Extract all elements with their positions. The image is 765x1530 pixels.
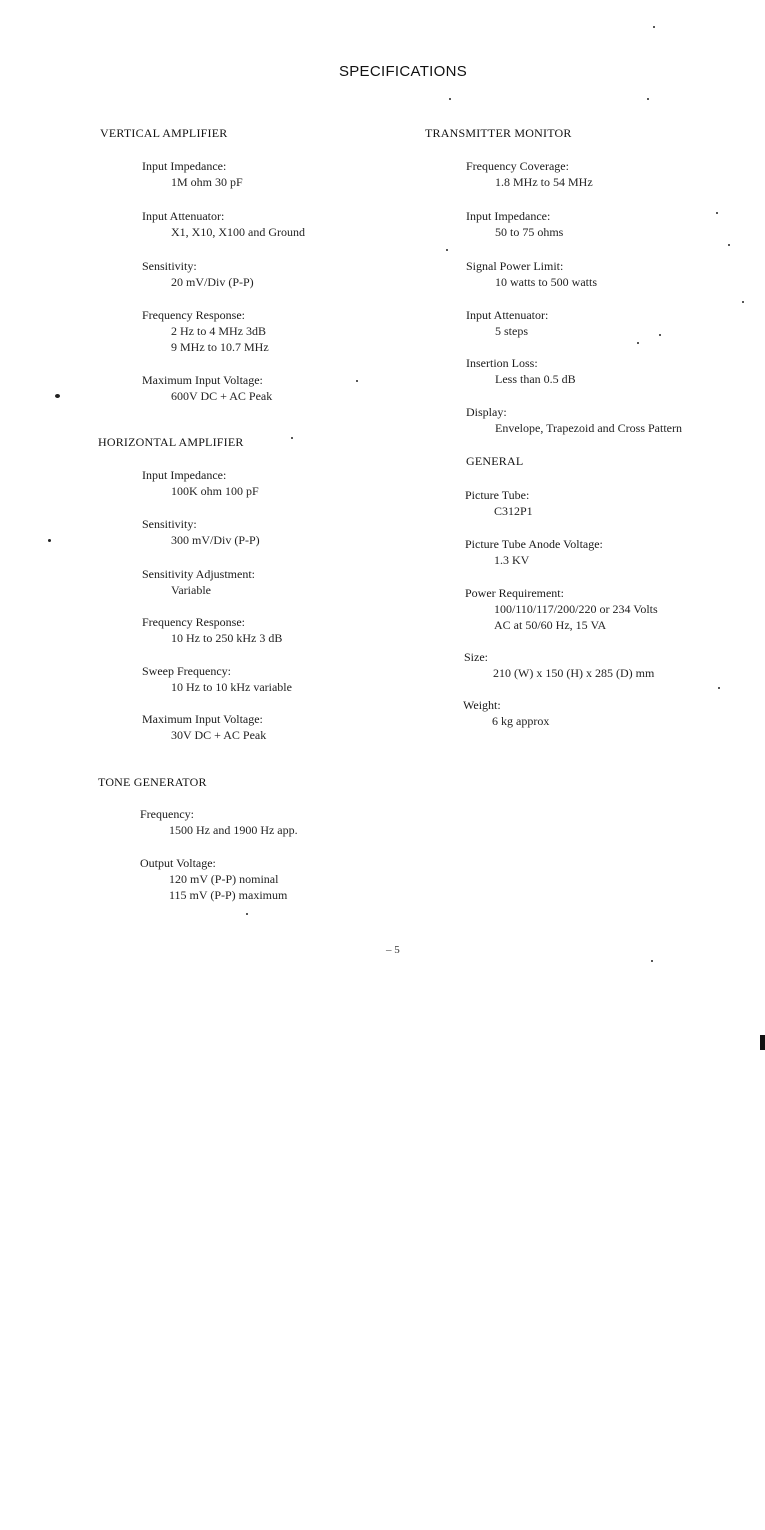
spec-item <box>140 806 298 838</box>
scan-edge-mark <box>760 1035 765 1050</box>
page-title: SPECIFICATIONS <box>338 63 468 80</box>
spec-item <box>142 663 292 695</box>
spec-value: 120 mV (P-P) nominal <box>169 872 279 886</box>
spec-label: Picture Tube: <box>465 488 530 502</box>
spec-item <box>466 355 576 387</box>
scan-speck <box>446 249 448 251</box>
spec-label: Input Attenuator: <box>142 209 225 223</box>
spec-value: Envelope, Trapezoid and Cross Pattern <box>495 421 682 435</box>
scan-speck <box>659 334 661 336</box>
spec-item <box>142 516 260 548</box>
spec-item <box>142 467 259 499</box>
spec-item <box>142 711 266 743</box>
spec-item <box>463 697 549 729</box>
spec-item <box>465 487 533 519</box>
spec-label: Size: <box>464 650 488 664</box>
spec-label: Frequency Response: <box>142 615 245 629</box>
spec-value: 300 mV/Div (P-P) <box>171 533 260 547</box>
spec-value: 1.3 KV <box>494 553 530 567</box>
spec-label: Input Impedance: <box>142 159 227 173</box>
scan-speck <box>653 26 655 28</box>
spec-value: 100/110/117/200/220 or 234 Volts <box>494 602 658 616</box>
section-heading-vertical-amplifier: VERTICAL AMPLIFIER <box>100 126 228 140</box>
spec-value: 600V DC + AC Peak <box>171 389 273 403</box>
scan-speck <box>356 380 358 382</box>
section-heading-tone-generator: TONE GENERATOR <box>98 775 207 789</box>
scan-speck <box>48 539 51 542</box>
scan-speck <box>647 98 649 100</box>
spec-label: Input Impedance: <box>466 209 551 223</box>
spec-label: Weight: <box>463 698 501 712</box>
spec-value: C312P1 <box>494 504 533 518</box>
spec-item <box>142 307 269 355</box>
spec-item <box>466 258 597 290</box>
spec-label: Sensitivity Adjustment: <box>142 567 256 581</box>
spec-item <box>466 307 548 339</box>
spec-item <box>142 158 243 190</box>
spec-item <box>142 372 272 404</box>
spec-item <box>140 855 287 903</box>
spec-label: Input Attenuator: <box>466 308 549 322</box>
spec-value: 100K ohm 100 pF <box>171 484 259 498</box>
spec-value: X1, X10, X100 and Ground <box>171 225 305 239</box>
spec-value: 1M ohm 30 pF <box>171 175 243 189</box>
spec-value: AC at 50/60 Hz, 15 VA <box>494 618 607 632</box>
section-heading-transmitter-monitor: TRANSMITTER MONITOR <box>425 126 572 140</box>
spec-label: Sensitivity: <box>142 517 197 531</box>
spec-value: Less than 0.5 dB <box>495 372 576 386</box>
scan-speck <box>291 437 293 439</box>
spec-label: Frequency: <box>140 807 194 821</box>
spec-item <box>466 404 682 436</box>
section-heading-general: GENERAL <box>466 454 524 468</box>
scan-speck <box>651 960 653 962</box>
spec-label: Frequency Response: <box>142 308 245 322</box>
spec-label: Signal Power Limit: <box>466 259 564 273</box>
spec-item <box>142 208 305 240</box>
spec-label: Insertion Loss: <box>466 356 538 370</box>
spec-value: 2 Hz to 4 MHz 3dB <box>171 324 266 338</box>
spec-label: Picture Tube Anode Voltage: <box>465 537 603 551</box>
scan-speck <box>718 687 720 689</box>
spec-label: Sensitivity: <box>142 259 197 273</box>
scan-speck <box>449 98 451 100</box>
spec-label: Maximum Input Voltage: <box>142 373 263 387</box>
spec-item <box>142 258 254 290</box>
spec-item <box>465 585 658 633</box>
spec-item <box>466 208 563 240</box>
spec-value: 50 to 75 ohms <box>495 225 564 239</box>
spec-item <box>466 158 593 190</box>
spec-label: Input Impedance: <box>142 468 227 482</box>
scan-speck <box>246 913 248 915</box>
spec-value: 20 mV/Div (P-P) <box>171 275 254 289</box>
spec-value: 30V DC + AC Peak <box>171 728 267 742</box>
spec-value: 10 Hz to 10 kHz variable <box>171 680 292 694</box>
spec-label: Output Voltage: <box>140 856 216 870</box>
spec-label: Sweep Frequency: <box>142 664 231 678</box>
spec-item <box>142 614 282 646</box>
spec-value: 210 (W) x 150 (H) x 285 (D) mm <box>493 666 655 680</box>
spec-value: 10 Hz to 250 kHz 3 dB <box>171 631 283 645</box>
spec-value: 115 mV (P-P) maximum <box>169 888 288 902</box>
scan-speck <box>728 244 730 246</box>
section-heading-horizontal-amplifier: HORIZONTAL AMPLIFIER <box>98 435 244 449</box>
spec-value: 9 MHz to 10.7 MHz <box>171 340 269 354</box>
spec-label: Display: <box>466 405 507 419</box>
spec-value: 6 kg approx <box>492 714 550 728</box>
scan-speck <box>55 394 60 398</box>
spec-label: Power Requirement: <box>465 586 564 600</box>
spec-value: 5 steps <box>495 324 528 338</box>
spec-item <box>142 566 255 598</box>
spec-label: Frequency Coverage: <box>466 159 569 173</box>
page-number: – 5 <box>386 944 400 956</box>
spec-item <box>464 649 654 681</box>
spec-value: 10 watts to 500 watts <box>495 275 597 289</box>
spec-label: Maximum Input Voltage: <box>142 712 263 726</box>
spec-value: Variable <box>171 583 211 597</box>
scan-speck <box>742 301 744 303</box>
scan-speck <box>637 342 639 344</box>
spec-value: 1.8 MHz to 54 MHz <box>495 175 593 189</box>
spec-item <box>465 536 603 568</box>
spec-value: 1500 Hz and 1900 Hz app. <box>169 823 298 837</box>
scan-speck <box>716 212 718 214</box>
